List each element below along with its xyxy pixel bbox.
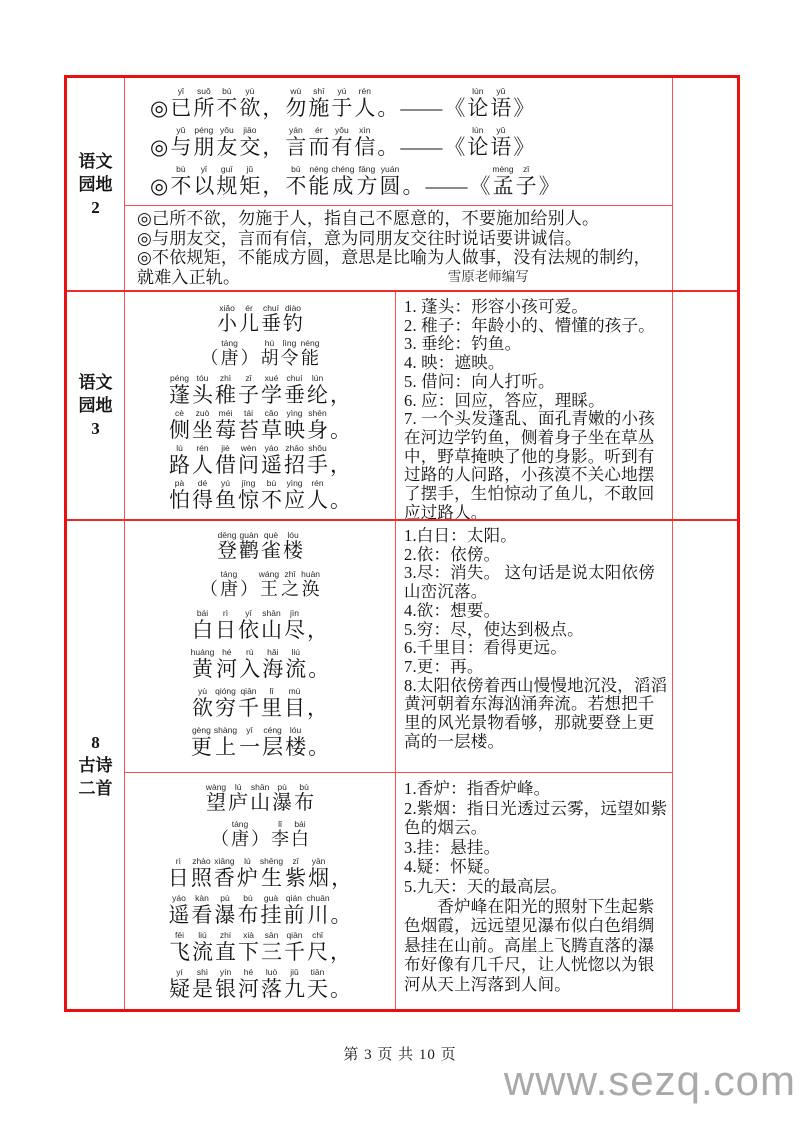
poem-author — [125, 339, 395, 374]
char: —— — [425, 174, 468, 198]
ruby-char: 飞fēi — [169, 930, 190, 964]
char: 》 — [513, 135, 535, 159]
ruby-char: 前qián — [283, 893, 305, 927]
ruby-char: 应yìng — [284, 478, 305, 512]
section-yuwenyuandi-3 — [67, 290, 737, 522]
ruby-char: 布bù — [237, 893, 259, 927]
ruby-char: 唐táng — [231, 819, 249, 849]
ruby-char: 庐lú — [228, 782, 249, 814]
ruby-char: 借jiè — [215, 443, 236, 477]
ruby-char: 人rén — [354, 86, 376, 120]
ruby-char: 矩jǔ — [239, 164, 261, 198]
ruby-char: 不bù — [285, 164, 307, 198]
ruby-char: 海hǎi — [262, 647, 284, 681]
char: ） — [251, 829, 269, 849]
ruby-char: 路lù — [169, 443, 190, 477]
char: ， — [330, 383, 351, 407]
ruby-char: 成chéng — [331, 164, 355, 198]
text-line: 3.挂：悬挂。 — [404, 837, 501, 857]
ruby-char: 论lún — [467, 125, 489, 159]
quote-line-mengzi — [149, 165, 672, 204]
text-line: 3. 垂纶：钓鱼。 — [404, 334, 522, 354]
poem-xiaoerchuidiao — [125, 292, 395, 519]
char: （ — [211, 829, 229, 849]
poem-verse — [125, 479, 395, 514]
poem-title — [125, 531, 395, 570]
ruby-char: 瀑pù — [214, 893, 236, 927]
text-line: 8.太阳依傍着西山慢慢地沉没，滔滔黄河朝着东海汹涌奔流。若想把千里的风光景物看够，那就要登上更高的一层楼。 — [404, 675, 668, 751]
char: ， — [262, 135, 284, 159]
ruby-char: 不bù — [216, 86, 238, 120]
ruby-char: 有yǒu — [331, 125, 353, 159]
text-line: 1.香炉：指香炉峰。 — [404, 779, 551, 798]
text-line: 4.欲：想要。 — [404, 600, 501, 620]
ruby-char: 山shān — [261, 608, 282, 642]
empty-right-column — [672, 521, 737, 1009]
quote-line-lunyu-1 — [149, 87, 672, 126]
text-line: 5.九天：天的最高层。 — [404, 876, 568, 896]
text-line: 4.疑：怀疑。 — [404, 857, 501, 877]
label-line: 二首 — [78, 778, 113, 798]
ruby-char: 垂chuí — [261, 303, 281, 335]
ruby-char: 下xià — [238, 930, 259, 964]
ruby-char: 草cǎo — [261, 408, 282, 442]
ruby-char: 目mù — [284, 686, 305, 720]
char: ， — [330, 453, 351, 477]
char: 。 — [377, 96, 399, 120]
ruby-char: 里lǐ — [261, 686, 282, 720]
ruby-char: 怕pà — [169, 478, 190, 512]
char: ， — [262, 174, 284, 198]
text-line: 2.依：依傍。 — [404, 544, 501, 564]
ruby-char: 惊jīng — [238, 478, 259, 512]
text-line: 2. 稚子：年龄小的、懵懂的孩子。 — [404, 315, 655, 335]
poem-verse — [125, 444, 395, 479]
page-number-footer: 第 3 页 共 10 页 — [343, 1047, 457, 1063]
label-line: 8 — [91, 732, 100, 752]
ruby-char: 于yú — [331, 86, 353, 120]
ruby-char: 落luò — [261, 967, 282, 1001]
ruby-char: 望wàng — [205, 782, 227, 814]
ruby-char: 唐táng — [219, 569, 238, 599]
ruby-char: 白bái — [192, 608, 213, 642]
ruby-char: 人rén — [307, 478, 328, 512]
ruby-char: 遥yáo — [168, 893, 190, 927]
ruby-char: 学xué — [261, 373, 282, 407]
char: 。 — [330, 418, 351, 442]
quotes-block — [125, 78, 672, 206]
ruby-char: 身shēn — [307, 408, 328, 442]
ruby-char: 直zhí — [215, 930, 236, 964]
poem-author — [125, 570, 395, 609]
label-line: 语文 — [78, 151, 113, 171]
poem-verse — [125, 409, 395, 444]
ruby-char: 令lìng — [280, 338, 299, 368]
poem-verse — [125, 648, 395, 687]
char: ， — [262, 96, 284, 120]
poem-verse — [125, 609, 395, 648]
char: ， — [331, 866, 353, 890]
ruby-char: 友yǒu — [216, 125, 238, 159]
ruby-char: 流liú — [285, 647, 307, 681]
annotations-xiaoerchuidiao — [395, 292, 672, 522]
text-line: ◎己所不欲，勿施于人，指自己不愿意的，不要施加给别人。 — [137, 209, 600, 228]
site-watermark: www.sezq.com — [503, 1057, 796, 1104]
ruby-char: 是shì — [192, 967, 213, 1001]
ruby-char: 信xìn — [354, 125, 376, 159]
row-dengguanquelou — [125, 521, 672, 773]
ruby-char: 黄huáng — [190, 647, 215, 681]
ruby-char: 所suǒ — [193, 86, 215, 120]
poem-verse — [125, 857, 395, 894]
char: 》 — [538, 174, 560, 198]
ruby-char: 挂guà — [260, 893, 282, 927]
ruby-char: 规guī — [216, 164, 238, 198]
annotations-wanglushanpubu — [395, 773, 672, 1009]
ruby-char: 尽jìn — [284, 608, 305, 642]
text-line: 1. 蓬头：形容小孩可爱。 — [404, 297, 589, 316]
text-line: 5. 借问：向人打听。 — [404, 371, 555, 391]
author-credit: 雪原老师编写 — [447, 269, 529, 284]
text-line: ◎不依规矩，不能成方圆，意思是比喻为人做事，没有法规的制约，就难入正轨。 — [137, 248, 651, 287]
section-yuwenyuandi-2 — [67, 78, 737, 290]
ruby-char: 天tiān — [307, 967, 328, 1001]
ruby-char: 照zhào — [190, 856, 212, 890]
ruby-char: 生shēng — [259, 856, 284, 890]
char: （ — [200, 348, 219, 368]
ruby-char: 河hé — [216, 647, 238, 681]
ruby-char: 儿ér — [239, 303, 259, 335]
ruby-char: 楼lóu — [283, 530, 303, 562]
char: 《 — [444, 96, 466, 120]
ruby-char: 孟mèng — [492, 164, 514, 198]
char: —— — [400, 135, 443, 159]
section-gushi-ershou — [67, 519, 737, 1009]
ruby-char: 唐táng — [220, 338, 239, 368]
poem-verse — [125, 687, 395, 726]
label-line: 园地 — [78, 174, 113, 194]
ruby-char: 施shī — [308, 86, 330, 120]
ruby-char: 上shàng — [213, 725, 238, 759]
ruby-char: 鹳guàn — [239, 530, 259, 562]
ruby-char: 登dēng — [217, 530, 237, 562]
char: ◎ — [150, 96, 169, 120]
ruby-char: 不bù — [261, 478, 282, 512]
char: （ — [199, 579, 218, 599]
ruby-char: 白bái — [291, 819, 309, 849]
ruby-char: 蓬péng — [169, 373, 190, 407]
char: ， — [307, 696, 328, 720]
ruby-char: 子zǐ — [238, 373, 259, 407]
row-wanglushanpubu — [125, 773, 672, 1009]
text-line: 3.尽：消失。 这句话是说太阳依傍山峦沉落。 — [404, 563, 655, 602]
ruby-char: 尺chǐ — [307, 930, 328, 964]
ruby-char: 能néng — [308, 164, 330, 198]
ruby-char: 看kàn — [191, 893, 213, 927]
explanation-list — [137, 209, 662, 287]
label-line: 2 — [91, 197, 100, 217]
ruby-char: 流liú — [192, 930, 213, 964]
char: 。 — [308, 735, 330, 759]
char: 。 — [377, 135, 399, 159]
poem-title — [125, 304, 395, 339]
section-label-gushi-ershou — [67, 521, 125, 1009]
ruby-char: 以yǐ — [193, 164, 215, 198]
ruby-char: 烟yān — [308, 856, 330, 890]
poem-verse — [125, 894, 395, 931]
char: 》 — [513, 96, 535, 120]
poem-verse — [125, 968, 395, 1005]
poem-verse — [125, 726, 395, 765]
ruby-char: 欲yù — [192, 686, 213, 720]
ruby-char: 稚zhì — [215, 373, 236, 407]
ruby-char: 论lún — [467, 86, 489, 120]
ruby-char: 侧cè — [169, 408, 190, 442]
ruby-char: 头tóu — [192, 373, 213, 407]
section3-content — [125, 521, 672, 1009]
ruby-char: 能néng — [300, 338, 320, 368]
char: 。 — [402, 174, 424, 198]
ruby-char: 胡hú — [260, 338, 279, 368]
ruby-char: 涣huàn — [301, 569, 321, 599]
quote-line-lunyu-2 — [149, 126, 672, 165]
annotations-dengguanquelou — [395, 521, 672, 772]
text-line: 4. 映：遮映。 — [404, 353, 505, 373]
ruby-char: 鱼yú — [215, 478, 236, 512]
poem-verse — [125, 374, 395, 409]
text-line: 5.穷：尽，使达到极点。 — [404, 619, 584, 639]
char: 。 — [330, 488, 351, 512]
quote-explanations-block — [125, 206, 672, 290]
label-line: 古诗 — [78, 755, 113, 775]
ruby-char: 疑yí — [169, 967, 190, 1001]
ruby-char: 炉lú — [236, 856, 258, 890]
ruby-char: 依yī — [238, 608, 259, 642]
ruby-char: 一yī — [239, 725, 261, 759]
poem-dengguanquelou — [125, 521, 395, 772]
ruby-char: 垂chuí — [284, 373, 305, 407]
ruby-char: 三sān — [261, 930, 282, 964]
ruby-char: 紫zǐ — [285, 856, 307, 890]
poem-author — [125, 820, 395, 857]
poem-title — [125, 783, 395, 820]
text-line: 香炉峰在阳光的照射下生起紫色烟霞，远远望见瀑布似白色绢绸悬挂在山前。高崖上飞腾直落的瀑布好像有几千尺，让人恍惚以为银河从天上泻落到人间。 — [404, 896, 655, 994]
section-label-yuwenyuandi-2 — [67, 78, 125, 290]
char: 。 — [330, 903, 352, 927]
ruby-char: 手shǒu — [307, 443, 328, 477]
ruby-char: 千qiān — [284, 930, 305, 964]
ruby-char: 银yín — [215, 967, 236, 1001]
ruby-char: 山shān — [250, 782, 271, 814]
empty-right-column — [672, 292, 737, 519]
ruby-char: 苔tái — [238, 408, 259, 442]
ruby-char: 入rù — [239, 647, 261, 681]
ruby-char: 言yán — [285, 125, 307, 159]
char: —— — [400, 96, 443, 120]
ruby-char: 小xiǎo — [217, 303, 237, 335]
char: ） — [239, 579, 258, 599]
section1-content — [125, 78, 672, 290]
ruby-char: 勿wù — [285, 86, 307, 120]
ruby-char: 方fāng — [356, 164, 378, 198]
ruby-char: 朋péng — [193, 125, 215, 159]
ruby-char: 语yǔ — [490, 125, 512, 159]
ruby-char: 坐zuò — [192, 408, 213, 442]
ruby-char: 日rì — [215, 608, 236, 642]
ruby-char: 已yǐ — [170, 86, 192, 120]
ruby-char: 楼lóu — [285, 725, 307, 759]
ruby-char: 与yǔ — [170, 125, 192, 159]
text-line: 1.白日：太阳。 — [404, 526, 517, 545]
char: ， — [307, 618, 328, 642]
ruby-char: 问wèn — [238, 443, 259, 477]
ruby-char: 王wáng — [258, 569, 280, 599]
ruby-char: 招zhāo — [284, 443, 305, 477]
ruby-char: 得dé — [192, 478, 213, 512]
ruby-char: 层céng — [262, 725, 284, 759]
worksheet-table — [64, 75, 740, 1012]
ruby-char: 纶lún — [307, 373, 328, 407]
label-line: 园地 — [78, 396, 113, 415]
ruby-char: 交jiāo — [239, 125, 261, 159]
ruby-char: 而ér — [308, 125, 330, 159]
ruby-char: 更gèng — [190, 725, 212, 759]
char: 。 — [308, 657, 330, 681]
text-line: 7. 一个头发蓬乱、面孔青嫩的小孩在河边学钓鱼，侧着身子坐在草丛中，野草掩映了他的身影。听到有过路的人问路，小孩漠不关心地摆了摆手，生怕惊动了鱼儿，不敢回应过路人。 — [404, 409, 655, 522]
ruby-char: 瀑pù — [272, 782, 293, 814]
ruby-char: 布bù — [294, 782, 315, 814]
poem-wanglushanpubu — [125, 773, 395, 1009]
section-label-yuwenyuandi-3 — [67, 292, 125, 519]
ruby-char: 穷qióng — [215, 686, 236, 720]
empty-right-column — [672, 78, 737, 290]
ruby-char: 日rì — [167, 856, 189, 890]
label-line: 3 — [91, 419, 100, 438]
ruby-char: 映yìng — [284, 408, 305, 442]
ruby-char: 河hé — [238, 967, 259, 1001]
char: ◎ — [150, 135, 169, 159]
ruby-char: 雀què — [261, 530, 281, 562]
text-line: 2.紫烟：指日光透过云雾，远望如紫色的烟云。 — [404, 798, 668, 838]
ruby-char: 之zhī — [281, 569, 300, 599]
poem-verse — [125, 931, 395, 968]
ruby-char: 语yǔ — [490, 86, 512, 120]
text-line: ◎与朋友交，言而有信，意为同朋友交往时说话要讲诚信。 — [137, 228, 583, 248]
ruby-char: 欲yù — [239, 86, 261, 120]
ruby-char: 李lǐ — [271, 819, 289, 849]
char: ◎ — [150, 174, 169, 198]
char: ） — [240, 348, 259, 368]
char: 《 — [444, 135, 466, 159]
ruby-char: 子zǐ — [515, 164, 537, 198]
ruby-char: 千qiān — [238, 686, 259, 720]
text-line: 6.千里目：看得更远。 — [404, 638, 568, 658]
ruby-char: 莓méi — [215, 408, 236, 442]
ruby-char: 钓diào — [283, 303, 303, 335]
ruby-char: 香xiāng — [213, 856, 235, 890]
char: 《 — [469, 174, 491, 198]
text-line: 6. 应：回应，答应，理睬。 — [404, 390, 605, 410]
label-line: 语文 — [78, 373, 113, 392]
text-line: 7.更：再。 — [404, 656, 484, 676]
ruby-char: 人rén — [192, 443, 213, 477]
ruby-char: 九jiǔ — [284, 967, 305, 1001]
ruby-char: 圆yuán — [379, 164, 401, 198]
ruby-char: 遥yáo — [261, 443, 282, 477]
char: 。 — [330, 977, 351, 1001]
ruby-char: 川chuān — [306, 893, 330, 927]
char: ， — [330, 940, 351, 964]
ruby-char: 不bù — [170, 164, 192, 198]
